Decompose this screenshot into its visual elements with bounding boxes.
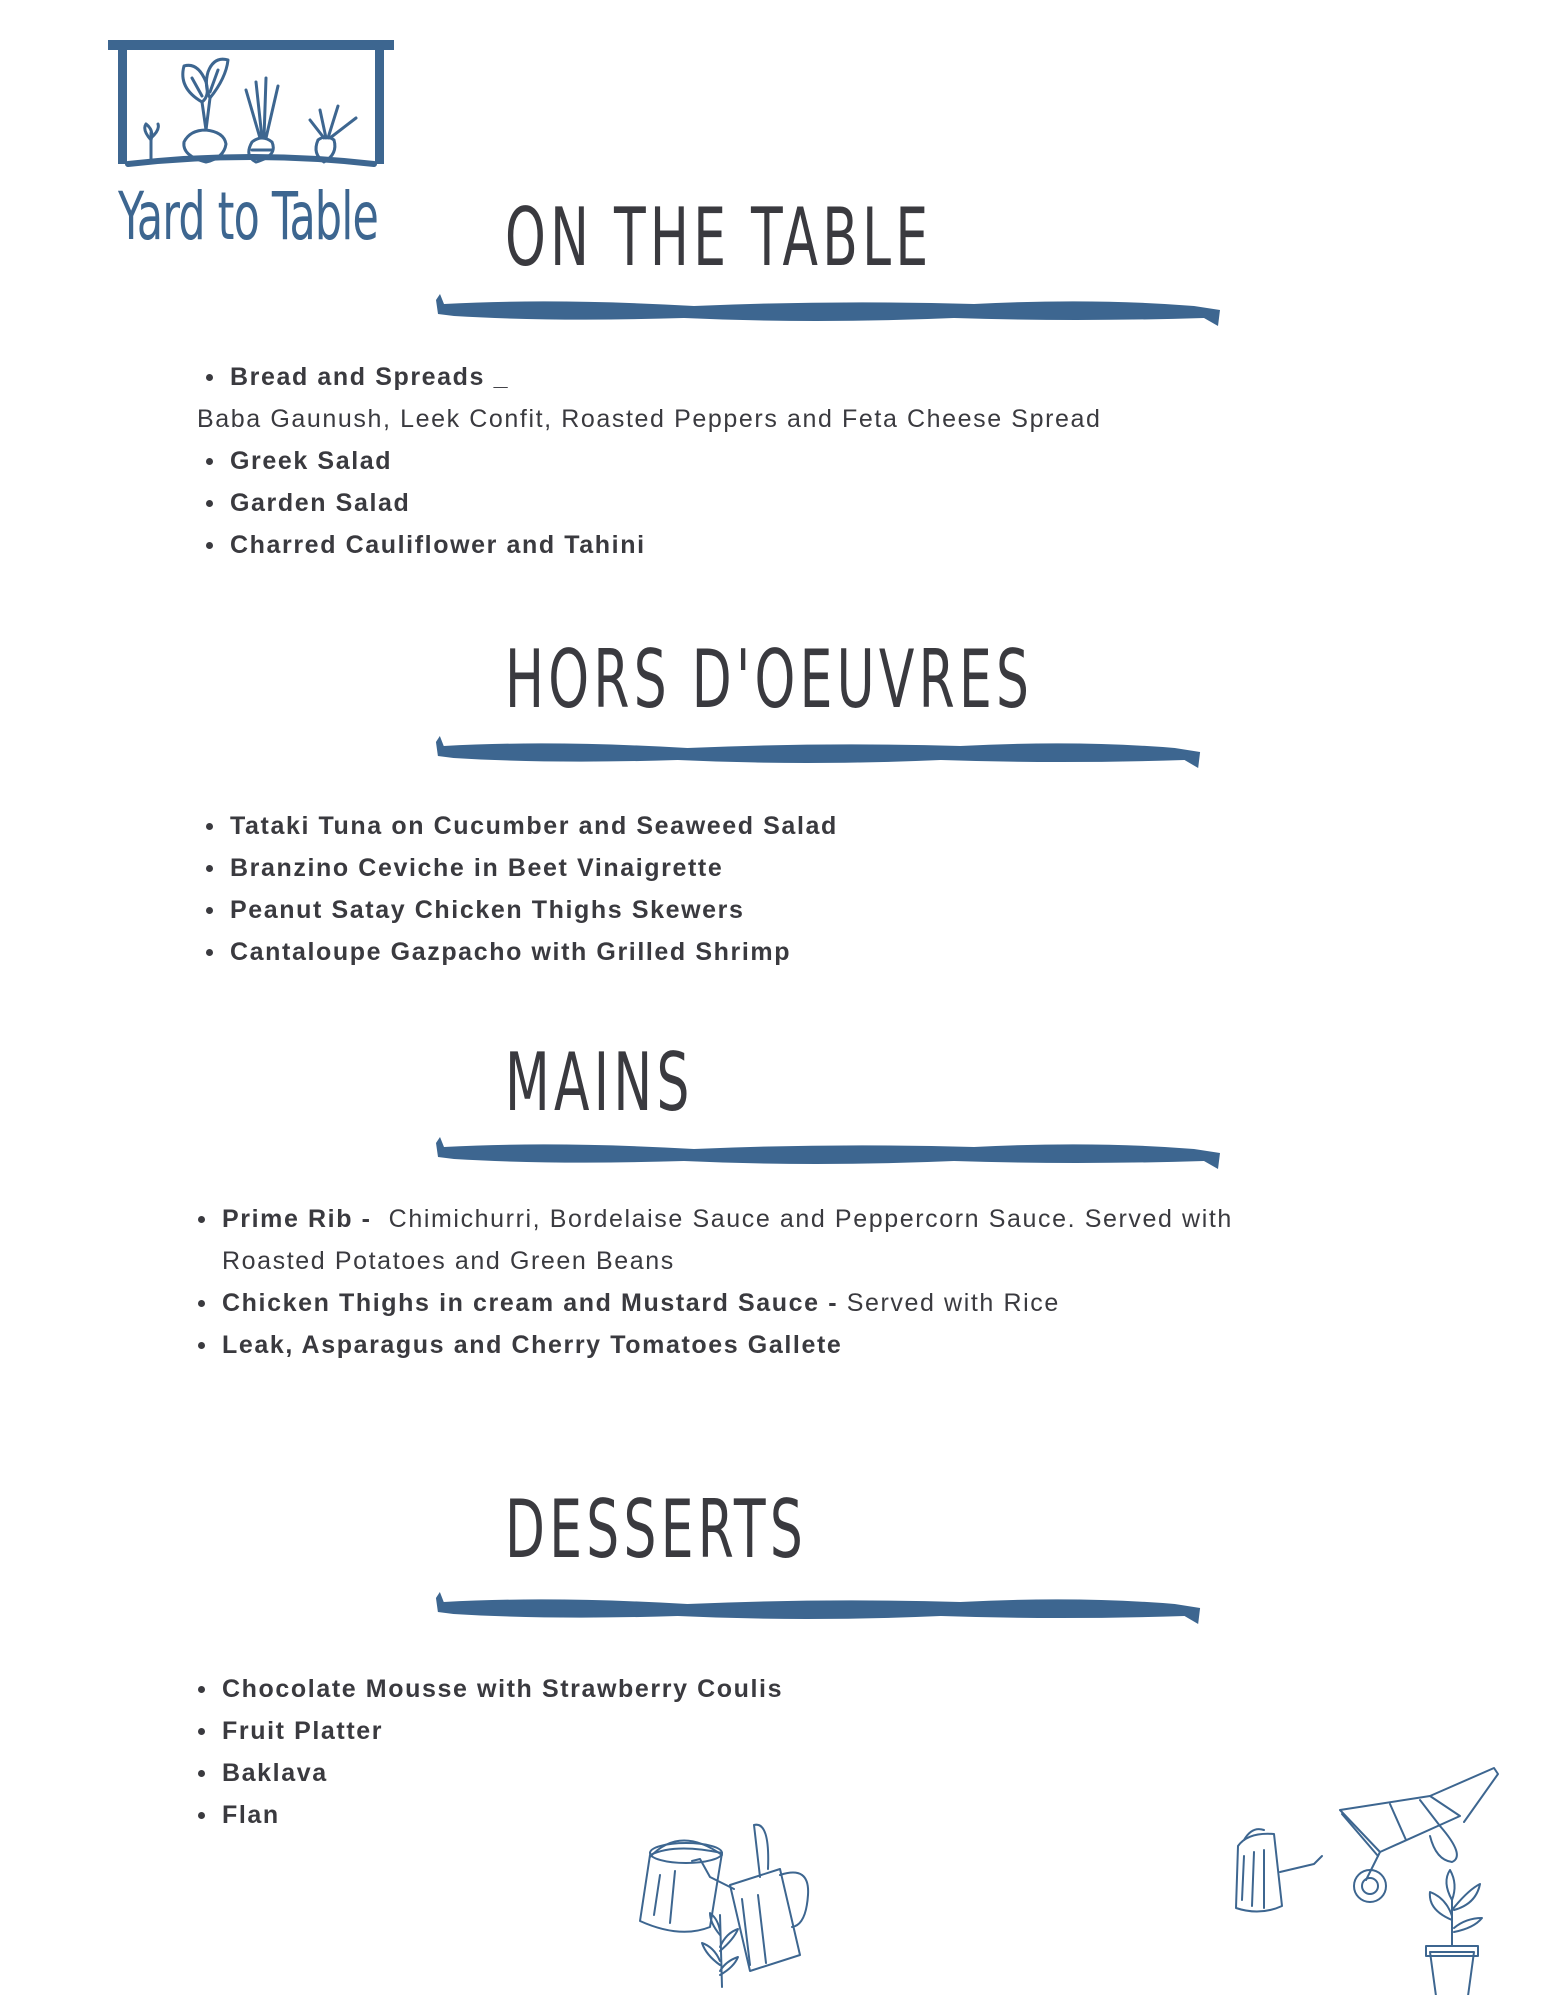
watering-cans-icon <box>630 1815 870 1995</box>
brush-stroke-divider <box>434 734 1204 774</box>
menu-item-greek-salad: Greek Salad <box>230 440 1330 482</box>
menu-item-bread-and-spreads: Bread and Spreads _ <box>230 356 1330 398</box>
wheelbarrow-and-plant-icon <box>1230 1760 1510 1995</box>
section-title-on-the-table: ON THE TABLE <box>505 191 933 284</box>
menu-item: Cantaloupe Gazpacho with Grilled Shrimp <box>230 931 1330 973</box>
menu-item: Flan <box>222 1794 1312 1836</box>
brush-stroke-divider <box>434 1135 1224 1175</box>
menu-item: Peanut Satay Chicken Thighs Skewers <box>230 889 1330 931</box>
menu-item: Chocolate Mousse with Strawberry Coulis <box>222 1668 1312 1710</box>
menu-item: Branzino Ceviche in Beet Vinaigrette <box>230 847 1330 889</box>
menu-item-gallete: Leak, Asparagus and Cherry Tomatoes Gallete <box>222 1324 1312 1366</box>
menu-item-prime-rib: Prime Rib - Chimichurri, Bordelaise Sauce and Peppercorn Sauce. Served with Roasted Potatoes and Green Beans <box>222 1198 1312 1282</box>
menu-item: Fruit Platter <box>222 1710 1312 1752</box>
brush-stroke-divider <box>434 292 1224 332</box>
brush-stroke-divider <box>434 1590 1204 1630</box>
section-title-mains: MAINS <box>505 1036 694 1129</box>
menu-item-garden-salad: Garden Salad <box>230 482 1330 524</box>
menu-item-description: Baba Gaunush, Leek Confit, Roasted Peppers and Feta Cheese Spread <box>197 405 1102 433</box>
menu-item: Tataki Tuna on Cucumber and Seaweed Salad <box>230 805 1330 847</box>
menu-item-chicken-thighs: Chicken Thighs in cream and Mustard Sauce - Served with Rice <box>222 1282 1312 1324</box>
logo-garden-icon <box>106 38 396 173</box>
menu-item-charred-cauliflower: Charred Cauliflower and Tahini <box>230 524 1330 566</box>
menu-item: Baklava <box>222 1752 1312 1794</box>
logo-wordmark: Yard to Table <box>118 178 379 255</box>
section-title-desserts: DESSERTS <box>505 1483 808 1576</box>
section-title-hors-doeuvres: HORS D'OEUVRES <box>505 633 1034 726</box>
